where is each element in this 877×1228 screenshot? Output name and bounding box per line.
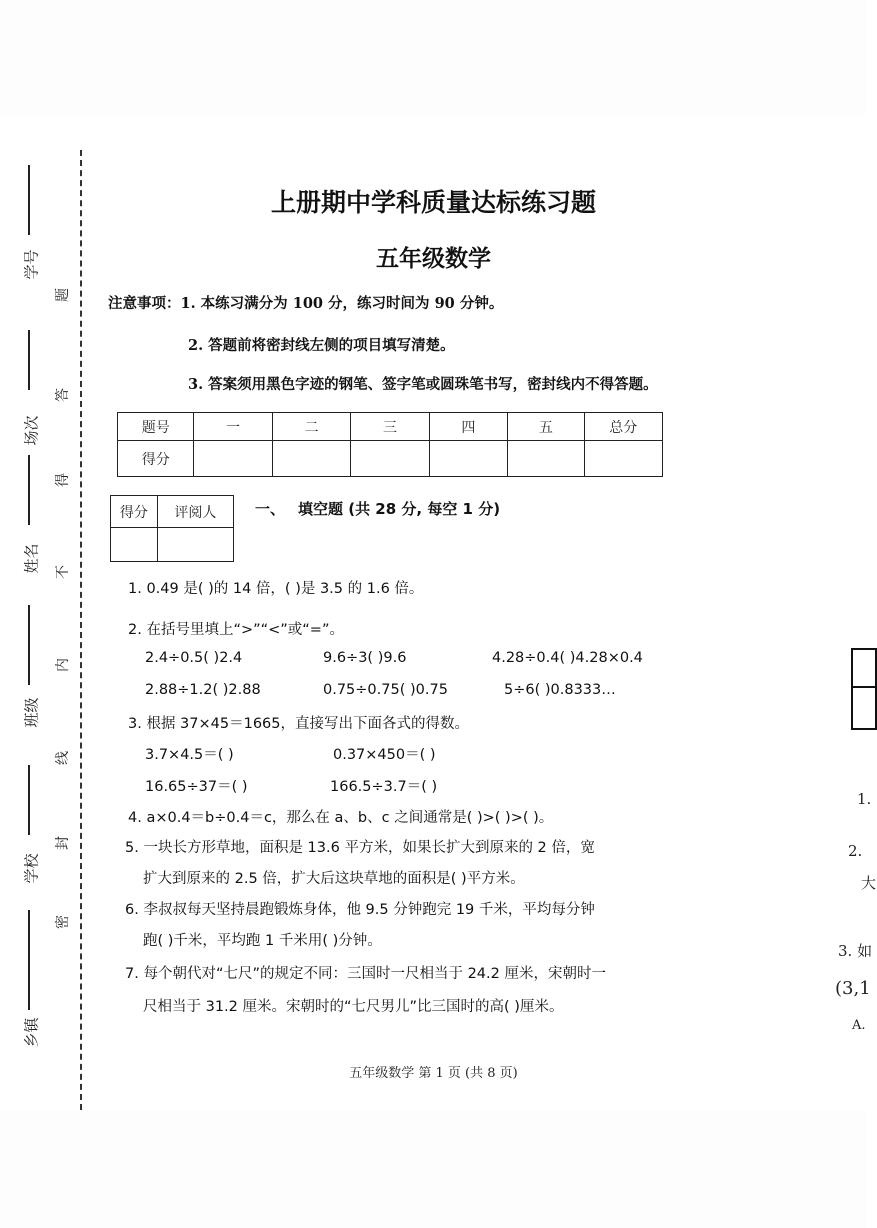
score-row-label: 得分 <box>118 441 194 477</box>
score-header-cell: 三 <box>351 413 429 441</box>
question-2-item: 0.75÷0.75( )0.75 <box>323 682 448 698</box>
score-input-cell[interactable] <box>351 441 429 477</box>
score-header-cell: 一 <box>194 413 272 441</box>
note-2: 2. 答题前将密封线左侧的项目填写清楚。 <box>188 337 455 354</box>
grader-score-cell[interactable] <box>111 528 158 562</box>
session-write-line <box>28 330 30 390</box>
seal-char: 答 <box>55 388 71 402</box>
grader-score-label: 得分 <box>111 496 158 528</box>
seal-char: 不 <box>55 565 71 579</box>
question-3-item: 166.5÷3.7＝( ) <box>330 779 438 795</box>
next-page-fragment: 大 <box>861 874 877 892</box>
question-4: 4. a×0.4＝b÷0.4＝c，那么在 a、b、c 之间通常是( )>( )>( )。 <box>128 810 554 826</box>
class-write-line <box>28 605 30 685</box>
next-page-fragment: (3,1 <box>835 978 871 999</box>
session-label: 场次 <box>22 415 41 446</box>
question-3-item: 0.37×450＝( ) <box>333 747 436 763</box>
question-2-item: 4.28÷0.4( )4.28×0.4 <box>492 650 643 666</box>
next-page-fragment: 1. <box>857 790 872 808</box>
note-1: 注意事项：1. 本练习满分为 100 分，练习时间为 90 分钟。 <box>108 295 504 312</box>
question-2-item: 5÷6( )0.8333… <box>504 682 616 698</box>
score-header-cell: 总分 <box>584 413 662 441</box>
school-write-line <box>28 765 30 835</box>
page-footer: 五年级数学 第 1 页 (共 8 页) <box>349 1066 518 1081</box>
scan-margin-bottom <box>0 1110 867 1228</box>
section-title: 填空题 (共 28 分, 每空 1 分) <box>298 500 501 518</box>
seal-char: 得 <box>55 473 71 487</box>
question-2-item: 2.4÷0.5( )2.4 <box>145 650 243 666</box>
seal-char: 题 <box>55 288 71 302</box>
exam-title: 上册期中学科质量达标练习题 <box>270 188 596 217</box>
seal-char: 内 <box>55 658 71 672</box>
section-number: 一、 <box>255 500 286 518</box>
next-page-table-fragment <box>851 648 877 730</box>
next-page-fragment: 2. <box>848 842 863 860</box>
score-header-cell: 五 <box>508 413 584 441</box>
exam-subtitle: 五年级数学 <box>376 245 491 272</box>
score-input-cell[interactable] <box>272 441 350 477</box>
question-2: 2. 在括号里填上“>”“<”或“=”。 <box>128 622 344 638</box>
grader-reviewer-cell[interactable] <box>157 528 233 562</box>
next-page-table-rule <box>853 686 875 688</box>
name-write-line <box>28 455 30 525</box>
grader-box <box>110 495 234 562</box>
next-page-fragment: A. <box>852 1018 866 1033</box>
scan-margin-top <box>0 0 867 115</box>
question-2-item: 2.88÷1.2( )2.88 <box>145 682 261 698</box>
question-5-line-2: 扩大到原来的 2.5 倍，扩大后这块草地的面积是( )平方米。 <box>143 871 525 887</box>
question-2-item: 9.6÷3( )9.6 <box>323 650 407 666</box>
school-label: 学校 <box>22 853 41 884</box>
seal-char: 线 <box>55 751 71 765</box>
question-6-line-2: 跑( )千米，平均跑 1 千米用( )分钟。 <box>143 933 382 949</box>
grader-reviewer-label: 评阅人 <box>157 496 233 528</box>
question-3-item: 3.7×4.5＝( ) <box>145 747 234 763</box>
question-7-line-2: 尺相当于 31.2 厘米。宋朝时的“七尺男儿”比三国时的高( )厘米。 <box>143 999 564 1015</box>
student-id-label: 学号 <box>22 249 41 280</box>
score-input-cell[interactable] <box>508 441 584 477</box>
question-6-line-1: 6. 李叔叔每天坚持晨跑锻炼身体，他 9.5 分钟跑完 19 千米，平均每分钟 <box>125 902 595 918</box>
score-input-cell[interactable] <box>194 441 272 477</box>
score-input-cell[interactable] <box>429 441 507 477</box>
seal-char: 密 <box>55 915 71 929</box>
score-table <box>117 412 663 477</box>
seal-line <box>80 150 82 1110</box>
score-input-cell[interactable] <box>584 441 662 477</box>
score-header-cell: 题号 <box>118 413 194 441</box>
question-3-item: 16.65÷37＝( ) <box>145 779 248 795</box>
question-7-line-1: 7. 每个朝代对“七尺”的规定不同：三国时一尺相当于 24.2 厘米，宋朝时一 <box>125 966 606 982</box>
name-label: 姓名 <box>22 543 41 574</box>
township-label: 乡镇 <box>22 1017 41 1048</box>
next-page-fragment: 3. 如 <box>838 942 873 960</box>
question-1: 1. 0.49 是( )的 14 倍，( )是 3.5 的 1.6 倍。 <box>128 581 424 597</box>
township-write-line <box>28 910 30 1010</box>
question-3: 3. 根据 37×45＝1665，直接写出下面各式的得数。 <box>128 716 470 732</box>
question-5-line-1: 5. 一块长方形草地，面积是 13.6 平方米，如果长扩大到原来的 2 倍，宽 <box>125 840 595 856</box>
note-3: 3. 答案须用黑色字迹的钢笔、签字笔或圆珠笔书写，密封线内不得答题。 <box>188 376 658 393</box>
class-label: 班级 <box>22 697 41 728</box>
score-header-cell: 四 <box>429 413 507 441</box>
seal-char: 封 <box>55 836 71 850</box>
score-header-cell: 二 <box>272 413 350 441</box>
